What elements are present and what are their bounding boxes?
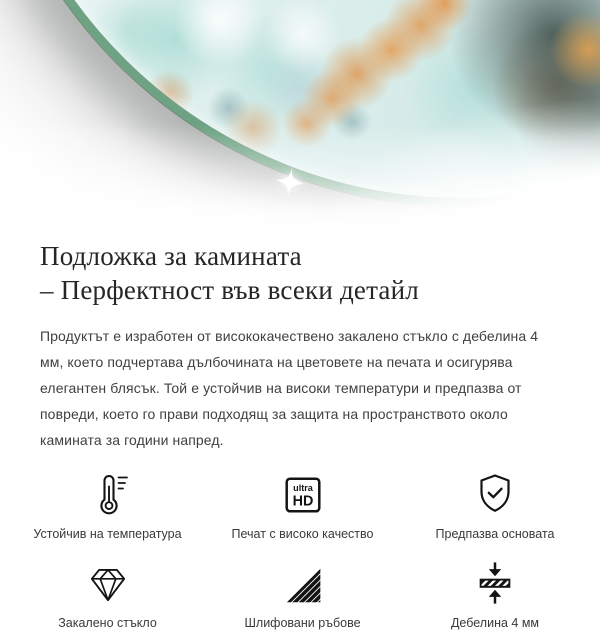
product-photo — [0, 0, 600, 232]
feature-label: Устойчив на температура — [33, 527, 182, 541]
feature-grid — [0, 468, 600, 631]
ultra-hd-badge-top: ultra — [292, 483, 313, 494]
feature-label: Закалено стъкло — [58, 616, 157, 630]
feature-tempered-glass — [0, 557, 215, 631]
diamond-icon — [83, 561, 133, 607]
feature-label: Шлифовани ръбове — [244, 616, 361, 630]
page-title — [40, 239, 560, 307]
polished-edges-icon — [281, 563, 325, 607]
feature-label: Предпазва основата — [435, 527, 555, 541]
thermometer-icon — [84, 470, 132, 518]
feature-protects-base — [390, 468, 600, 542]
feature-polished-edges — [215, 557, 390, 631]
title-line-2: – Перфектност във всеки детайл — [40, 275, 419, 305]
product-description-text: Продуктът е изработен от висококачествено закалено стъкло с дебелина 4 мм, което подчертава дълбочината на цветовете на печата и осигурява елегантен блясък. Той е устойчив на високи температури и предпазва от повреди, което го прави подходящ за защита на пространството около камината за години напред. — [40, 328, 539, 448]
title-line-1: Подложка за камината — [40, 241, 302, 271]
content-block — [0, 239, 600, 453]
feature-high-quality-print — [215, 468, 390, 542]
feature-thickness-4mm — [390, 557, 600, 631]
ultra-hd-icon — [280, 472, 326, 518]
feature-label: Печат с високо качество — [231, 527, 374, 541]
feature-temperature-resistant — [0, 468, 215, 542]
shield-check-icon — [471, 470, 519, 518]
ultra-hd-badge-bottom: HD — [292, 493, 313, 510]
feature-label: Дебелина 4 мм — [450, 616, 540, 630]
sparkle-glint-icon — [274, 166, 306, 198]
